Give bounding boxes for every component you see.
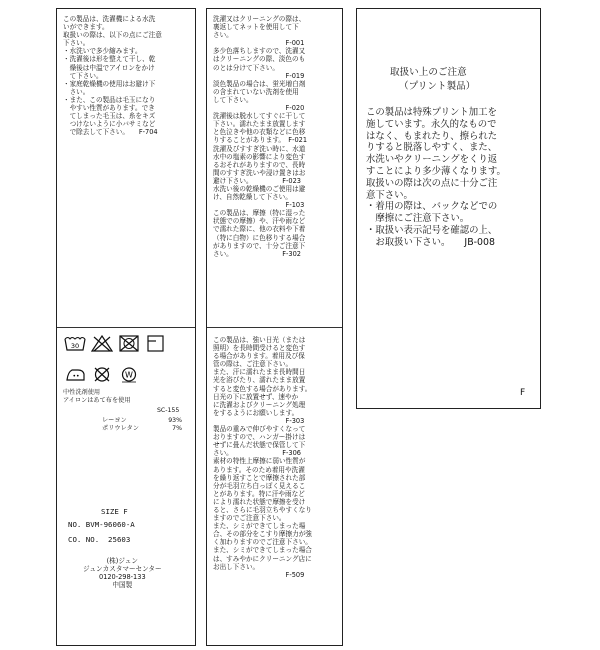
line-dry-icon — [145, 335, 167, 352]
no-dry-clean-icon — [91, 366, 113, 383]
print-care-subtitle: （プリント製品） — [399, 81, 476, 92]
iron-level-dots: •• — [72, 373, 80, 380]
fiber-name: レーヨン — [102, 417, 127, 424]
iron-medium-icon — [64, 366, 86, 383]
care-notes-top: 洗濯又はクリーニングの際は、 裏返してネットを使用して下 さい。 F-001 多少色落ちしますので、洗濯又 はクリーニングの際、淡色のも のとは分けて下さい。 F-019 淡色製品の場合は、蛍光増白剤 の含まれていない洗剤を使用 して下さい。 F-020 洗濯後は脱水してすぐに干して 下さい。濡れたまま放置します と色泣きや他の衣類などに色移 りすることがあります。 F-021 洗濯及びすすぎ洗い時に、水道 水中の塩素の影響により変色す るおそれがありますので、長時 間のすすぎ洗いや浸け置きはお 避け下さい。 F-023 水洗い後の乾燥機のご使用は避 け、自然乾燥して下さい。 F-103 この製品は、摩擦（特に湿った 状態での摩擦）や、汗や雨など で濡れた際に、他の衣料や下着 （特に白物）に色移りする場合 がありますので、十分ご注意下 さい。 F-302 — [213, 15, 308, 258]
divider — [207, 327, 342, 328]
care-symbols-row-1 — [64, 335, 172, 352]
care-symbols-row-2 — [64, 366, 145, 383]
no-bleach-icon — [91, 335, 113, 352]
fiber-pct: 7% — [172, 424, 182, 432]
divider — [57, 327, 195, 328]
no-tumble-dry-icon — [118, 335, 140, 352]
care-label-tag-1 — [56, 8, 196, 646]
company-info: (株)ジュン ジュンカスタマーセンター 0120-298-133 中国製 — [83, 557, 162, 590]
fiber-composition — [102, 417, 182, 432]
sc-code: SC-155 — [157, 407, 180, 414]
color-number: CO. NO. 25603 — [68, 535, 131, 544]
fiber-name: ポリウレタン — [102, 424, 139, 432]
print-care-tag — [356, 8, 541, 409]
wet-clean-icon — [118, 366, 140, 383]
size-mark: F — [520, 388, 526, 398]
care-notes-bottom: この製品は、強い日光（または 照明）を長時間受けると変色す る場合があります。着用及び保 管の際は、ご注意下さい。 また、汗に濡れたまま長時間日 光を浴びたり、濡れたまま放置 すると変色する場合があります。 日光の下に放置せず、速やか に洗濯およびクリーニング処理 をするようにお願いします。 F-303 製品の重みで伸びやすくなって おりますので、ハンガー掛けは せずに畳んだ状態で保管して下 さい。 F-306 素材の特性上摩擦に弱い性質が あります。そのため着用や洗濯 を繰り返すことで摩擦された部 分が毛羽立ち白っぽく見えるこ とがあります。特に汗や雨など により濡れた状態で摩擦を受け ると、さらに毛羽立ちやすくなり ますのでご注意下さい。 また、シミができてしまった場 合、その部分をこすり摩擦力が強 く加わりますのでご注意下さい。 また、シミができてしまった場合 は、すみやかにクリーニング店に お出し下さい。 F-509 — [213, 336, 312, 579]
wash-temp-label: 30 — [70, 342, 80, 350]
fiber-pct: 93% — [168, 417, 182, 424]
svg-text:W: W — [125, 370, 133, 380]
print-care-body: この製品は特殊プリント加工を 施しています。永久的なもので はなく、もまれたり、擦られた りすると脱落しやすく、また、 水洗いやクリーニングをくり返 すことにより多少薄くなります。 取扱いの際は次の点に十分ご注 意下さい。 ・着用の際は、バックなどでの 摩擦にご注意下さい。 ・取扱い表示記号を確認の上、 お取扱い下さい。 JB-008 — [366, 107, 506, 248]
size-line: SIZE F — [101, 507, 128, 516]
fiber-row — [102, 417, 182, 425]
print-care-title: 取扱い上のご注意 — [390, 67, 467, 78]
care-instructions-text: この製品は、洗濯機による水洗 いができます。 取扱いの際は、以下の点にご注意 下さい。 ・水洗いで多少縮みます。 ・洗濯後は形を整えて干し、乾 燥後は中温でアイロンをかけ て下さい。 ・家庭乾燥機の使用はお避け下 さい。 ・また、この製品は毛玉になり やすい性質があります。でき てしまった毛玉は、糸をキズ つけないように小バサミなど で除去して下さい。 F-704 — [63, 15, 162, 137]
care-note: 中性洗剤使用 アイロンはあて布を使用 — [63, 389, 131, 404]
product-number: NO. BVM-96060-A — [68, 520, 135, 529]
wash-30-icon — [64, 335, 86, 352]
care-label-tag-2 — [206, 8, 343, 646]
fiber-row — [102, 425, 182, 433]
